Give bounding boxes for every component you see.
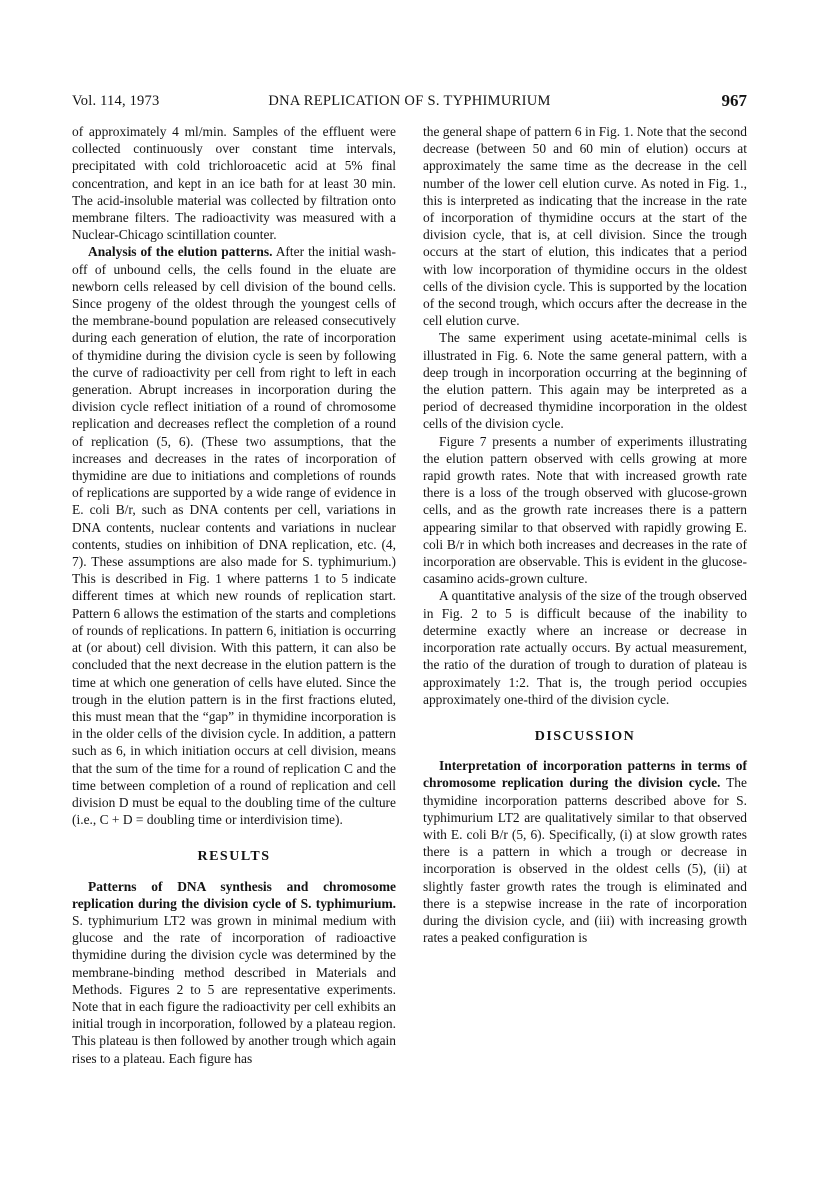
paragraph-interpretation	[423, 757, 747, 946]
paragraph: the general shape of pattern 6 in Fig. 1. Note that the second decrease (between 50 and 60 min of elution) occurs at approximately the same time as the decrease in the cell number of the lower cell elution curve. As noted in Fig. 1., this is interpreted as indicating that the increase in the rate of incorporation of thymidine occurs at the start of the division cycle, that is, at cell division. Since the trough occurs at the start of elution, this indicates that a period with low incorporation of thymidine occurs in the oldest cells of the division cycle. This is supported by the location of the second trough, which occurs after the decrease in the cell elution curve.	[423, 124, 747, 329]
run-in-heading: Interpretation of incorporation patterns in terms of chromosome replication during the division cycle.	[423, 758, 747, 791]
journal-volume: Vol. 114, 1973	[72, 93, 160, 109]
paragraph-analysis	[72, 243, 396, 828]
paragraph-body: The thymidine incorporation patterns described above for S. typhimurium LT2 are qualitatively similar to that observed with E. coli B/r (5, 6). Specifically, (i) at slow growth rates there is a pattern in which a trough or decrease in incorporation is observed in the oldest cells (5), (ii) at slightly faster growth rates the trough is eliminated and there is a stepwise increase in the rate of incorporation during the division cycle, and (iii) with increasing growth rates a peaked configuration is	[423, 775, 747, 946]
page-header	[72, 93, 747, 115]
paragraph-body: After the initial wash-off of unbound cells, the cells found in the eluate are newborn cells released by cell division of the bound cells. Since progeny of the oldest through the youngest cells of the membrane-bound population are released consecutively during each generation of elution, the rate of incorporation of thymidine during the division cycle is seen by following the curve of radioactivity per cell from right to left in each generation. Abrupt increases in incorporation during the division cycle reflect initiation of a round of chromosome replication and decreases reflect the completion of a round of replication (5, 6). (These two assumptions, that the increases and decreases in the rates of incorporation of thymidine are due to initiations and completions of rounds of replications are supported by a wide range of evidence in E. coli B/r, such as DNA contents per cell, variations in DNA contents, nuclear contents and variations in nuclear contents, studies on inhibition of DNA replication, etc. (4, 7). These assumptions are also made for S. typhimurium.) This is described in Fig. 1 where patterns 1 to 5 indicate different times at which new rounds of replication start. Pattern 6 allows the estimation of the starts and completions of rounds of replications. In pattern 6, initiation is occurring at (or about) cell division. With this pattern, it can also be concluded that the next decrease in the elution pattern is the time at which one generation of cells have eluted. Since the trough in the elution pattern is in the first fractions eluted, this must mean that the “gap” in thymidine incorporation is in the older cells of the division cycle. In addition, a pattern such as 6, in which initiation occurs at cell division, means that the sum of the time for a round of replication C and the time between completion of a round of replication and cell division D must be equal to the doubling time of the culture (i.e., C + D = doubling time or interdivision time).	[72, 244, 396, 828]
paragraph-body: S. typhimurium LT2 was grown in minimal medium with glucose and the rate of incorporation of radioactive thymidine during the division cycle was determined by the membrane-binding method described in Materials and Methods. Figures 2 to 5 are representative experiments. Note that in each figure the radioactivity per cell exhibits an initial trough in incorporation, followed by a plateau region. This plateau is then followed by another trough which again rises to a plateau. Each figure has	[72, 912, 396, 1066]
paragraph: Figure 7 presents a number of experiments illustrating the elution pattern observed with cells growing at more rapid growth rates. Note that with increased growth rate there is a loss of the trough observed with glucose-grown cells, and as the growth rate increases there is a pattern appearing similar to that observed with rapidly growing E. coli B/r in which both increases and decreases in the rate of incorporation are observable. This is evident in the glucose-casamino acids-grown culture.	[423, 433, 747, 587]
run-in-heading: Analysis of the elution patterns.	[88, 244, 273, 260]
run-in-heading: Patterns of DNA synthesis and chromosome replication during the division cycle of S. typhimurium.	[72, 878, 396, 911]
running-title: DNA REPLICATION OF S. TYPHIMURIUM	[268, 93, 551, 109]
paragraph-patterns	[72, 878, 396, 1067]
section-heading-discussion: DISCUSSION	[534, 728, 636, 744]
paragraph: The same experiment using acetate-minimal cells is illustrated in Fig. 6. Note the same general pattern, with a deep trough in incorporation occurring at the beginning of the elution pattern. This again may be interpreted as a period of decreased thymidine incorporation in the oldest cells of the division cycle.	[423, 330, 747, 432]
paragraph: A quantitative analysis of the size of the trough observed in Fig. 2 to 5 is difficult because of the inability to determine exactly where an increase or decrease in incorporation rate actually occurs. By actual measurement, the ratio of the duration of trough to duration of plateau is approximately 1:2. That is, the trough period occupies approximately one-third of the division cycle.	[423, 588, 747, 707]
left-column	[72, 123, 396, 1067]
right-column	[423, 123, 747, 946]
paragraph: of approximately 4 ml/min. Samples of the effluent were collected continuously over constant time intervals, precipitated with cold trichloroacetic acid at 5% final concentration, and kept in an ice bath for at least 30 min. The acid-insoluble material was collected by filtration onto membrane filters. The radioactivity was measured with a Nuclear-Chicago scintillation counter.	[72, 124, 396, 243]
section-heading-results: RESULTS	[197, 849, 271, 865]
page-number: 967	[721, 91, 747, 110]
